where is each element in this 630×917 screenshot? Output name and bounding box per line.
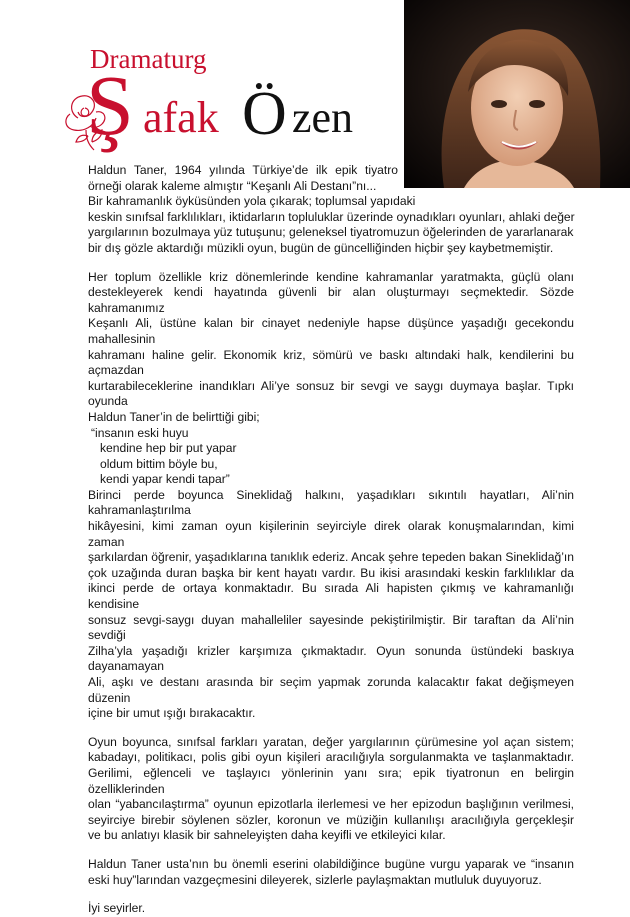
article-body [88,163,574,917]
text-line: ve bu anlatıyı klasik bir sahneleyişten daha keyifli ve etkileyici kılar. [88,828,446,843]
text-line: keskin sınıfsal farklılıkları, iktidarların topluluklar üzerinde oynadıkları oyunları, ahlaki değer [88,209,575,224]
quote-line: kendi yapar kendi tapar” [100,472,230,487]
author-logo [40,10,400,160]
text-line: Ali, aşkı ve destanı arasında bir seçim yapmak zorunda kalacaktır fakat değişmeyen düzenin [88,675,574,705]
text-line: kahramanı haline gelir. Ekonomik kriz, sömürü ve baskı altındaki halk, kendilerini bu açmazdan [88,347,574,378]
text-line: destekleyerek kendi hayatında güvenli bir alan oluşturmayı seçmektedir. Sözde kahramanımız [88,285,574,315]
quote-line: kendine hep bir put yapar [100,441,237,456]
first-name-rest: afak [143,93,219,142]
author-photo [404,0,630,188]
text-line: Haldun Taner, 1964 yılında Türkiye’de ilk epik tiyatro [88,163,398,177]
text-line: eski huy”larından vazgeçmesini dileyerek, sizlerle paylaşmaktan mutluluk duyuyoruz. [88,872,542,887]
text-line: Her toplum özellikle kriz dönemlerinde kendine kahramanlar yaratmakta, güçlü olanı [88,269,574,284]
text-line: şarkılardan öğrenir, yaşadıklarına tanıklık ederiz. Ancak şehre tepeden bakan Sineklidağ’ın [88,550,574,565]
closing-line: İyi seyirler. [88,901,146,916]
text-line: Gerilimi, eğlenceli ve taşlayıcı yönlerinin yanı sıra; epik tiyatronun en belirgin özelliklerinden [88,765,574,796]
text-line: içine bir umut ışığı bırakacaktır. [88,706,256,721]
text-line: seyirciye birebir söylenen sözler, koronun ve müziğin kullanılışı aracılığıyla gerçekleşir [88,812,574,827]
last-name-initial: Ö [242,80,287,148]
second-paragraph [88,270,574,722]
text-line: olan “yabancılaştırma” oyunun epizotlarla ilerlemesi ve her epizodun başlığının verilmesi, [88,797,574,812]
quote-line: “insanın eski huyu [91,425,189,440]
text-line: hikâyesini, kimi zaman oyun kişilerinin seyirciyle direk olarak konuşmalarından, kimi zaman [88,519,574,549]
text-line: kabadayı, politikacı, polis gibi oyun kişileri aracılığıyla sorgulanmakta ve taşlanmaktadır. [88,750,574,765]
third-paragraph [88,735,574,844]
text-line: Haldun Taner’in de belirttiği gibi; [88,409,260,424]
text-line: sonsuz sevgi-saygı duyan mahalleliler sayesinde pekiştirilmiştir. Bir taraftan da Ali’nin sevdiği [88,612,574,643]
intro-paragraph [88,163,574,257]
text-line: Zilha’yla yaşadığı krizler karşımıza çıkmaktadır. Oyun sonunda üstündeki baskıya dayanamayan [88,643,574,674]
last-name-rest: zen [292,93,354,142]
text-line: Bir kahramanlık öyküsünden yola çıkarak; toplumsal yapıdaki [88,194,416,209]
text-line: kurtarabileceklerine inandıkları Ali’ye sonsuz bir sevgi ve saygı duymaya başlar. Tıpkı oyunda [88,378,574,409]
text-line: ikinci perde de ortaya konmaktadır. Bu sırada Ali hapisten çıkmış ve kahramanlığı kendisine [88,581,574,612]
text-line: Birinci perde boyunca Sineklidağ halkını, yaşadıkları sıkıntılı hayatları, Ali’nin kahramanlaştırılma [88,487,574,518]
text-line: yargılarının bozulmaya yüz tutuşunu; geleneksel tiyatromuzun öğelerinden de yararlanarak [88,225,574,240]
quote-line: oldum bittim böyle bu, [100,456,218,471]
text-line: Haldun Taner usta’nın bu önemli eserini olabildiğince bugüne vurgu yaparak ve “insanın [88,856,574,871]
role-title: Dramaturg [90,44,207,74]
header [0,0,630,170]
text-line: Oyun boyunca, sınıfsal farkları yaratan, değer yargılarının çürümesine yol açan sistem; [88,734,574,749]
portrait-photo-icon [404,0,630,188]
first-name-initial: Ş [86,57,134,153]
text-line: Keşanlı Ali, üstüne kalan bir cinayet nedeniyle hapse düşünce yaşadığı gecekondu mahallesinin [88,316,574,346]
text-line: çok uzağında duran başka bir kent hayatı vardır. Bu ikisi arasındaki keskin farklılıklar da [88,565,574,580]
text-line: bir dış gözle aktardığı müzikli oyun, bugün de güncelliğinden hiçbir şey kaybetmemiştir. [88,240,554,255]
text-line: örneği olarak kaleme almıştır “Keşanlı Ali Destanı”nı... [88,178,377,193]
fourth-paragraph [88,857,574,888]
